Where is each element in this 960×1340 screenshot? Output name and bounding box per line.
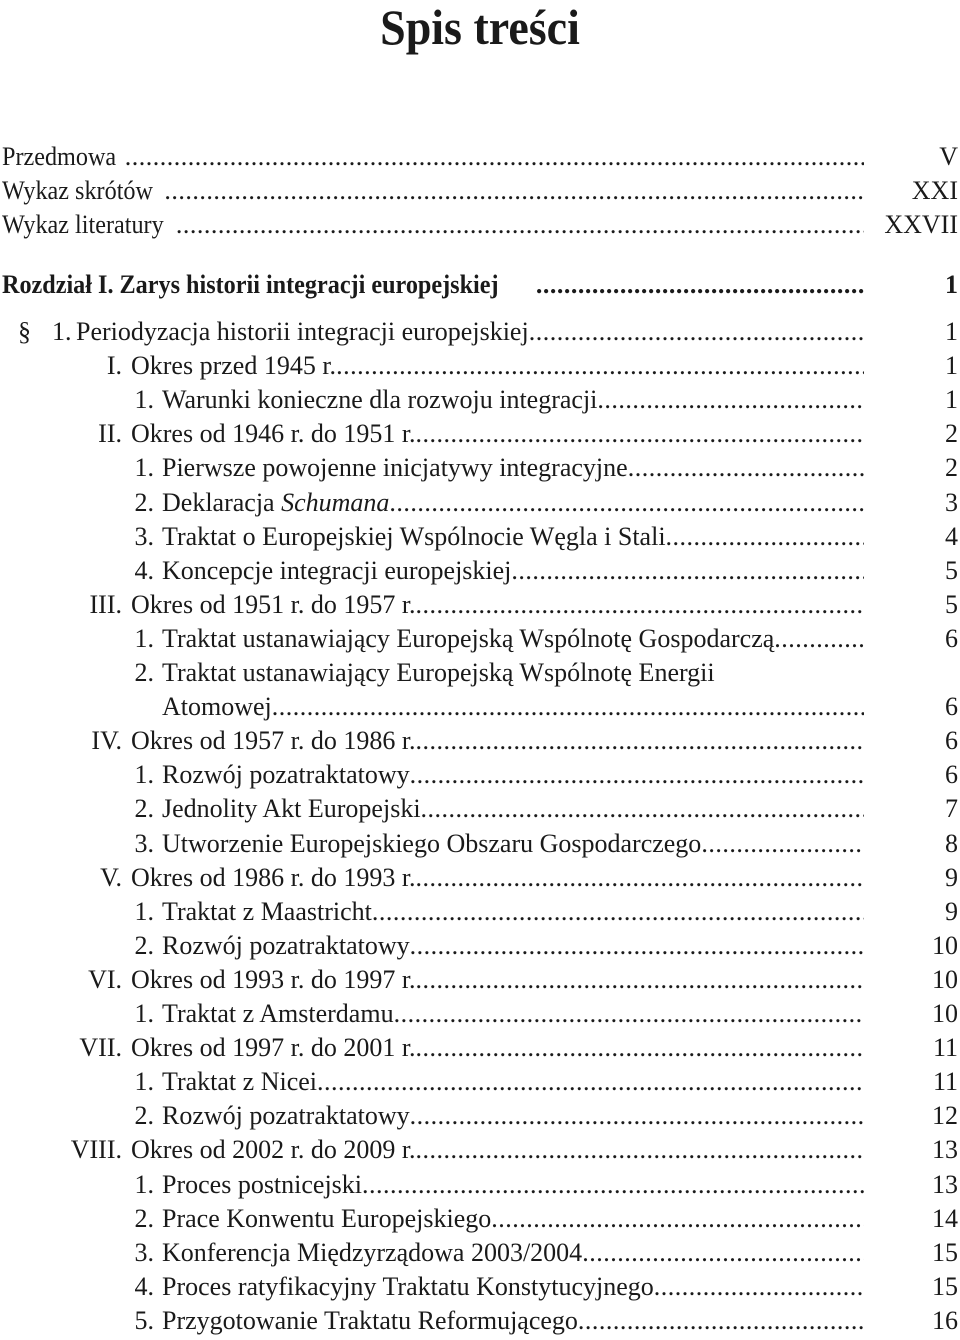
toc-entry-number: 4. xyxy=(134,555,154,585)
toc-page-number: 1 xyxy=(945,317,958,346)
toc-entry-label: Okres od 2002 r. do 2009 r. xyxy=(131,1135,416,1165)
toc-entry-number: 3. xyxy=(134,521,154,551)
toc-entry-literature[interactable] xyxy=(0,208,960,242)
toc-page-number: 15 xyxy=(932,1237,958,1267)
toc-entry-label: Periodyzacja historii integracji europejskiej xyxy=(76,317,529,346)
toc-entry-label: Utworzenie Europejskiego Obszaru Gospodarczego xyxy=(162,828,702,858)
leader-dots xyxy=(272,690,864,724)
toc-page-number: 5 xyxy=(945,589,958,619)
leader-dots xyxy=(578,1304,864,1338)
toc-page-number: 9 xyxy=(945,862,958,892)
toc-entry-label: Traktat ustanawiający Europejską Wspólnotę Gospodarczą xyxy=(162,623,775,653)
toc-entry-number: VII. xyxy=(79,1033,122,1063)
toc-entry-number: 1. xyxy=(134,999,154,1028)
toc-entry-label: Rozwój pozatraktatowy xyxy=(162,760,410,790)
toc-entry-label: Konferencja Międzyrządowa 2003/2004 xyxy=(162,1237,583,1267)
leader-dots xyxy=(416,1031,864,1065)
toc-entry-number: 2. xyxy=(134,1203,154,1233)
toc-entry-number: 1. xyxy=(134,453,154,483)
toc-page-number: 10 xyxy=(932,999,958,1028)
leader-dots xyxy=(701,827,864,861)
toc-entry-label: Traktat z Maastricht xyxy=(162,896,372,926)
toc-page-number: V xyxy=(939,142,958,171)
toc-page-number: 2 xyxy=(945,419,958,449)
toc-page-number: 11 xyxy=(932,1033,958,1063)
toc-page-number: 6 xyxy=(945,692,958,722)
toc-entry[interactable] xyxy=(0,758,960,792)
toc-entry-number xyxy=(18,315,70,349)
toc-entry-number-digit: 1. xyxy=(52,317,72,346)
toc-entry-number: I. xyxy=(106,351,122,381)
toc-entry-number: 2. xyxy=(134,487,154,517)
toc-entry[interactable] xyxy=(0,383,960,417)
leader-dots xyxy=(416,1133,864,1167)
toc-entry[interactable] xyxy=(0,690,960,724)
toc-page-number: 11 xyxy=(932,1067,958,1097)
toc-page-number: 15 xyxy=(932,1271,958,1301)
toc-entry-number: 1. xyxy=(134,760,154,790)
toc-entry[interactable] xyxy=(0,895,960,929)
leader-dots xyxy=(410,1099,864,1133)
toc-entry[interactable] xyxy=(0,1031,960,1065)
leader-dots xyxy=(394,997,864,1031)
toc-entry[interactable] xyxy=(0,792,960,826)
toc-entry[interactable] xyxy=(0,963,960,997)
leader-dots xyxy=(362,1168,864,1202)
toc-entry-label: Okres od 1986 r. do 1993 r. xyxy=(131,862,416,892)
toc-entry[interactable] xyxy=(0,486,960,520)
toc-entry-label: Okres od 1993 r. do 1997 r. xyxy=(131,964,416,994)
toc-entry-label: Deklaracja Schumana xyxy=(162,487,390,517)
leader-dots xyxy=(410,758,864,792)
toc-entry[interactable] xyxy=(0,520,960,554)
toc-entry[interactable] xyxy=(0,656,960,690)
leader-dots xyxy=(582,1236,864,1270)
toc-page-number: 6 xyxy=(945,760,958,790)
toc-entry[interactable] xyxy=(0,929,960,963)
toc-entry[interactable] xyxy=(0,997,960,1031)
toc-entry-number: VIII. xyxy=(70,1135,122,1165)
toc-page-number: 10 xyxy=(932,930,958,960)
toc-page-number: 5 xyxy=(945,555,958,585)
section-sign: § xyxy=(18,317,31,346)
page-title: Spis treści xyxy=(380,0,580,55)
toc-page-number: 1 xyxy=(945,351,958,381)
toc-entry-label: Pierwsze powojenne inicjatywy integracyjne xyxy=(162,453,628,483)
toc-entry-number: 3. xyxy=(134,1237,154,1267)
toc-page-number: 8 xyxy=(945,828,958,858)
toc-entry-number: 1. xyxy=(134,896,154,926)
leader-dots xyxy=(491,1202,864,1236)
toc-entry-number: II. xyxy=(98,419,122,449)
leader-dots xyxy=(774,622,864,656)
toc-entry-label: Prace Konwentu Europejskiego xyxy=(162,1203,492,1233)
toc-entry[interactable] xyxy=(0,1099,960,1133)
toc-entry[interactable] xyxy=(0,315,960,349)
leader-dots xyxy=(597,383,864,417)
toc-entry-label-italic: Schumana xyxy=(281,487,390,517)
leader-dots xyxy=(416,417,864,451)
toc-entry-label: Atomowej xyxy=(162,692,272,722)
toc-entry-label: Okres przed 1945 r. xyxy=(131,351,337,381)
toc-entry[interactable] xyxy=(0,554,960,588)
toc-entry[interactable] xyxy=(0,417,960,451)
toc-entry-label: Wykaz skrótów xyxy=(2,176,153,205)
leader-dots xyxy=(317,1065,864,1099)
toc-entry-label: Jednolity Akt Europejski xyxy=(162,794,421,824)
toc-entry[interactable] xyxy=(0,827,960,861)
toc-page-number: 16 xyxy=(932,1305,958,1335)
toc-entry-label: Koncepcje integracji europejskiej xyxy=(162,555,512,585)
toc-entry-label: Okres od 1946 r. do 1951 r. xyxy=(131,419,416,449)
toc-page-number: 6 xyxy=(945,726,958,756)
toc-chapter-heading[interactable] xyxy=(0,268,960,302)
toc-page-number: 2 xyxy=(945,453,958,483)
leader-dots xyxy=(410,929,864,963)
toc-entry[interactable] xyxy=(0,588,960,622)
toc-entry-label: Wykaz literatury xyxy=(2,210,164,239)
leader-dots xyxy=(416,588,864,622)
toc-entry-label: Rozwój pozatraktatowy xyxy=(162,1101,410,1131)
toc-entry[interactable] xyxy=(0,861,960,895)
toc-entry-number: 1. xyxy=(134,385,154,415)
toc-entry-number: V. xyxy=(100,862,122,892)
toc-entry-label: Okres od 1997 r. do 2001 r. xyxy=(131,1033,416,1063)
toc-page-number: XXVII xyxy=(884,210,958,239)
toc-entry[interactable] xyxy=(0,1236,960,1270)
toc-page-number: 14 xyxy=(932,1203,958,1233)
toc-entry-label: Rozwój pozatraktatowy xyxy=(162,930,410,960)
toc-entry-preface[interactable] xyxy=(0,140,960,174)
toc-page-number: 7 xyxy=(945,794,958,824)
toc-entry-abbreviations[interactable] xyxy=(0,174,960,208)
toc-entry-label: Proces ratyfikacyjny Traktatu Konstytucyjnego xyxy=(162,1271,654,1301)
toc-entry-label: Traktat ustanawiający Europejską Wspólnotę Energii xyxy=(162,658,715,687)
toc-entry[interactable] xyxy=(0,1168,960,1202)
toc-entry-number: 2. xyxy=(134,930,154,960)
toc-page-number: 3 xyxy=(945,487,958,517)
toc-entry-number: 2. xyxy=(134,1101,154,1131)
toc-entry-label: Traktat z Nicei xyxy=(162,1067,317,1097)
toc-entry-number: 1. xyxy=(134,1067,154,1097)
toc-page-number: 1 xyxy=(945,385,958,415)
toc-entry-number: 1. xyxy=(134,1169,154,1199)
toc-entry-number: 2. xyxy=(134,658,154,687)
toc-entry-number: 3. xyxy=(134,828,154,858)
toc-entry-label: Proces postnicejski xyxy=(162,1169,363,1199)
leader-dots xyxy=(372,895,864,929)
toc-entry[interactable] xyxy=(0,1133,960,1167)
toc-entry-number: III. xyxy=(89,589,122,619)
toc-entry-number: IV. xyxy=(91,726,122,756)
toc-chapter-label: Rozdział I. Zarys historii integracji europejskiej xyxy=(2,270,499,299)
toc-page-number: 13 xyxy=(932,1169,958,1199)
toc-entry-number: 5. xyxy=(134,1305,154,1335)
toc-entry[interactable] xyxy=(0,1065,960,1099)
toc-entry[interactable] xyxy=(0,724,960,758)
toc-entry-number: 2. xyxy=(134,794,154,824)
toc-entry-label: Traktat o Europejskiej Wspólnocie Węgla i Stali xyxy=(162,521,666,551)
toc-page-number: 4 xyxy=(945,521,958,551)
toc-page-number: 6 xyxy=(945,623,958,653)
toc-page-number: 10 xyxy=(932,964,958,994)
toc-entry[interactable] xyxy=(0,1270,960,1304)
toc-entry[interactable] xyxy=(0,1304,960,1338)
toc-entry-number: 1. xyxy=(134,623,154,653)
toc-entry-label: Przygotowanie Traktatu Reformującego xyxy=(162,1305,578,1335)
toc-entry-label: Traktat z Amsterdamu xyxy=(162,999,394,1028)
leader-dots xyxy=(389,486,864,520)
toc-entry-label: Okres od 1951 r. do 1957 r. xyxy=(131,589,416,619)
leader-dots xyxy=(416,861,864,895)
leader-dots xyxy=(628,451,864,485)
leader-dots xyxy=(666,520,864,554)
toc-page-number: XXI xyxy=(911,176,958,205)
leader-dots xyxy=(654,1270,864,1304)
leader-dots xyxy=(336,349,864,383)
toc-entry-number: 4. xyxy=(134,1271,154,1301)
toc-entry[interactable] xyxy=(0,451,960,485)
toc-entry-label: Okres od 1957 r. do 1986 r. xyxy=(131,726,416,756)
toc-entry-label: Warunki konieczne dla rozwoju integracji xyxy=(162,385,598,415)
toc-entry[interactable] xyxy=(0,1202,960,1236)
leader-dots xyxy=(421,792,864,826)
leader-dots xyxy=(416,963,864,997)
leader-dots xyxy=(529,315,864,349)
leader-dots xyxy=(416,724,864,758)
toc-entry[interactable] xyxy=(0,349,960,383)
leader-dots xyxy=(511,554,864,588)
toc-entry[interactable] xyxy=(0,622,960,656)
toc-page-number: 13 xyxy=(932,1135,958,1165)
toc-page-number: 1 xyxy=(945,270,958,299)
toc-page-number: 9 xyxy=(945,896,958,926)
toc-entry-number: VI. xyxy=(88,964,122,994)
toc-entry-label: Przedmowa xyxy=(2,142,117,171)
toc-page-number: 12 xyxy=(932,1101,958,1131)
